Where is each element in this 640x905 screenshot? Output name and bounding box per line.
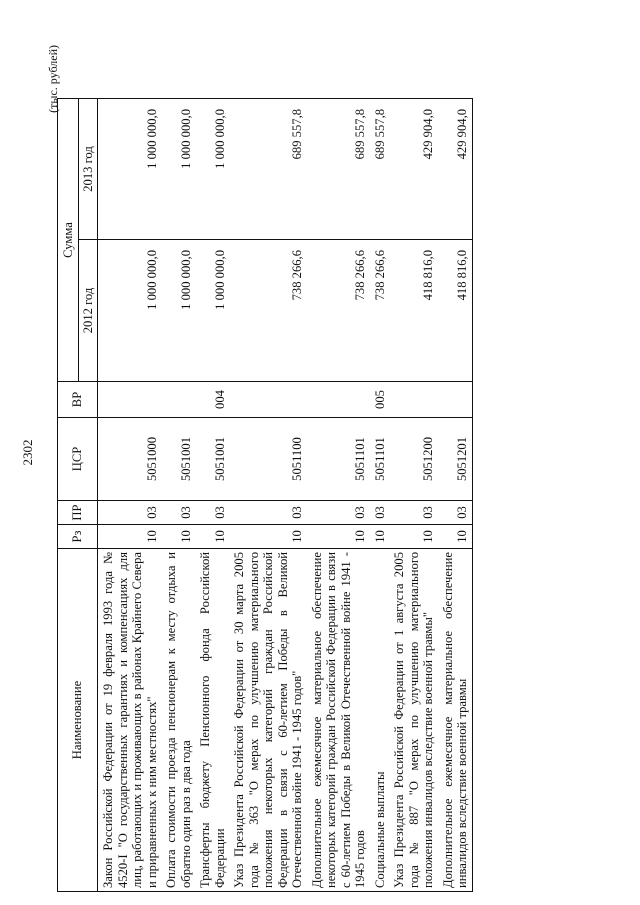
- row-value-2013: 429 904,0: [389, 98, 438, 239]
- row-value-2012: 738 266,6: [307, 240, 370, 382]
- row-vr: 004: [195, 382, 229, 418]
- row-csr: 5051201: [438, 418, 473, 501]
- row-pr: 03: [370, 501, 390, 525]
- header-vr: ВР: [58, 382, 98, 418]
- row-pr: 03: [389, 501, 438, 525]
- row-rz: 10: [195, 525, 229, 549]
- row-value-2013: 689 557,8: [229, 98, 307, 239]
- row-value-2013: 1 000 000,0: [161, 98, 195, 239]
- header-sum: Сумма: [58, 98, 79, 381]
- row-pr: 03: [438, 501, 473, 525]
- row-csr: 5051001: [195, 418, 229, 501]
- row-rz: 10: [161, 525, 195, 549]
- row-name: Закон Российской Федерации от 19 февраля 1993 года № 4520-I "О государственных гарантиях и компенсациях для лиц, работающих и проживающих в районах Крайнего Севера и приравненных к ним местностях": [98, 549, 162, 892]
- budget-table: [57, 98, 473, 892]
- row-vr: [161, 382, 195, 418]
- row-value-2013: 689 557,8: [307, 98, 370, 239]
- row-value-2013: 1 000 000,0: [195, 98, 229, 239]
- row-csr: 5051101: [370, 418, 390, 501]
- row-vr: [98, 382, 162, 418]
- row-rz: 10: [229, 525, 307, 549]
- row-pr: 03: [195, 501, 229, 525]
- row-pr: 03: [98, 501, 162, 525]
- table-row: [195, 98, 229, 891]
- header-name: Наименование: [58, 549, 98, 892]
- header-pr: ПР: [58, 501, 98, 525]
- row-value-2012: 1 000 000,0: [161, 240, 195, 382]
- row-rz: 10: [438, 525, 473, 549]
- row-name: Указ Президента Российской Федерации от 30 марта 2005 года № 363 "О мерах по улучшению материального положения некоторых категорий граждан Российской Федерации в связи с 60-летием Победы в Великой Отечественной войне 1941 - 1945 годов": [229, 549, 307, 892]
- row-value-2012: 418 816,0: [389, 240, 438, 382]
- table-row: [98, 98, 162, 891]
- row-value-2013: 689 557,8: [370, 98, 390, 239]
- row-value-2012: 738 266,6: [229, 240, 307, 382]
- table-row: [370, 98, 390, 891]
- row-vr: 005: [370, 382, 390, 418]
- table-row: [438, 98, 473, 891]
- row-value-2012: 1 000 000,0: [195, 240, 229, 382]
- row-csr: 5051101: [307, 418, 370, 501]
- row-value-2012: 418 816,0: [438, 240, 473, 382]
- row-value-2013: 429 904,0: [438, 98, 473, 239]
- row-vr: [438, 382, 473, 418]
- row-csr: 5051100: [229, 418, 307, 501]
- row-name: Социальные выплаты: [370, 549, 390, 892]
- header-rz: Рз: [58, 525, 98, 549]
- row-pr: 03: [229, 501, 307, 525]
- page-number: 2302: [20, 439, 35, 466]
- row-csr: 5051000: [98, 418, 162, 501]
- row-rz: 10: [370, 525, 390, 549]
- row-value-2012: 738 266,6: [370, 240, 390, 382]
- row-name: Дополнительное ежемесячное материальное обеспечение некоторых категорий граждан Российской Федерации в связи с 60-летием Победы в Великой Отечественной войне 1941 - 1945 годов: [307, 549, 370, 892]
- row-name: Дополнительное ежемесячное материальное обеспечение инвалидов вследствие военной травмы: [438, 549, 473, 892]
- row-rz: 10: [307, 525, 370, 549]
- row-name: Указ Президента Российской Федерации от 1 августа 2005 года № 887 "О мерах по улучшению материального положения инвалидов вследствие военной травмы": [389, 549, 438, 892]
- row-rz: 10: [389, 525, 438, 549]
- header-2013: 2013 год: [79, 98, 98, 239]
- row-value-2012: 1 000 000,0: [98, 240, 162, 382]
- table-row: [389, 98, 438, 891]
- row-vr: [229, 382, 307, 418]
- row-csr: 5051001: [161, 418, 195, 501]
- row-name: Оплата стоимости проезда пенсионерам к месту отдыха и обратно один раз в два года: [161, 549, 195, 892]
- row-name: Трансферты бюджету Пенсионного фонда Российской Федерации: [195, 549, 229, 892]
- table-row: [307, 98, 370, 891]
- row-vr: [389, 382, 438, 418]
- header-csr: ЦСР: [58, 418, 98, 501]
- header-2012: 2012 год: [79, 240, 98, 382]
- row-pr: 03: [307, 501, 370, 525]
- row-value-2013: 1 000 000,0: [98, 98, 162, 239]
- units-label: (тыс. рублей): [46, 45, 60, 113]
- row-rz: 10: [98, 525, 162, 549]
- row-vr: [307, 382, 370, 418]
- row-csr: 5051200: [389, 418, 438, 501]
- table-row: [161, 98, 195, 891]
- table-row: [229, 98, 307, 891]
- row-pr: 03: [161, 501, 195, 525]
